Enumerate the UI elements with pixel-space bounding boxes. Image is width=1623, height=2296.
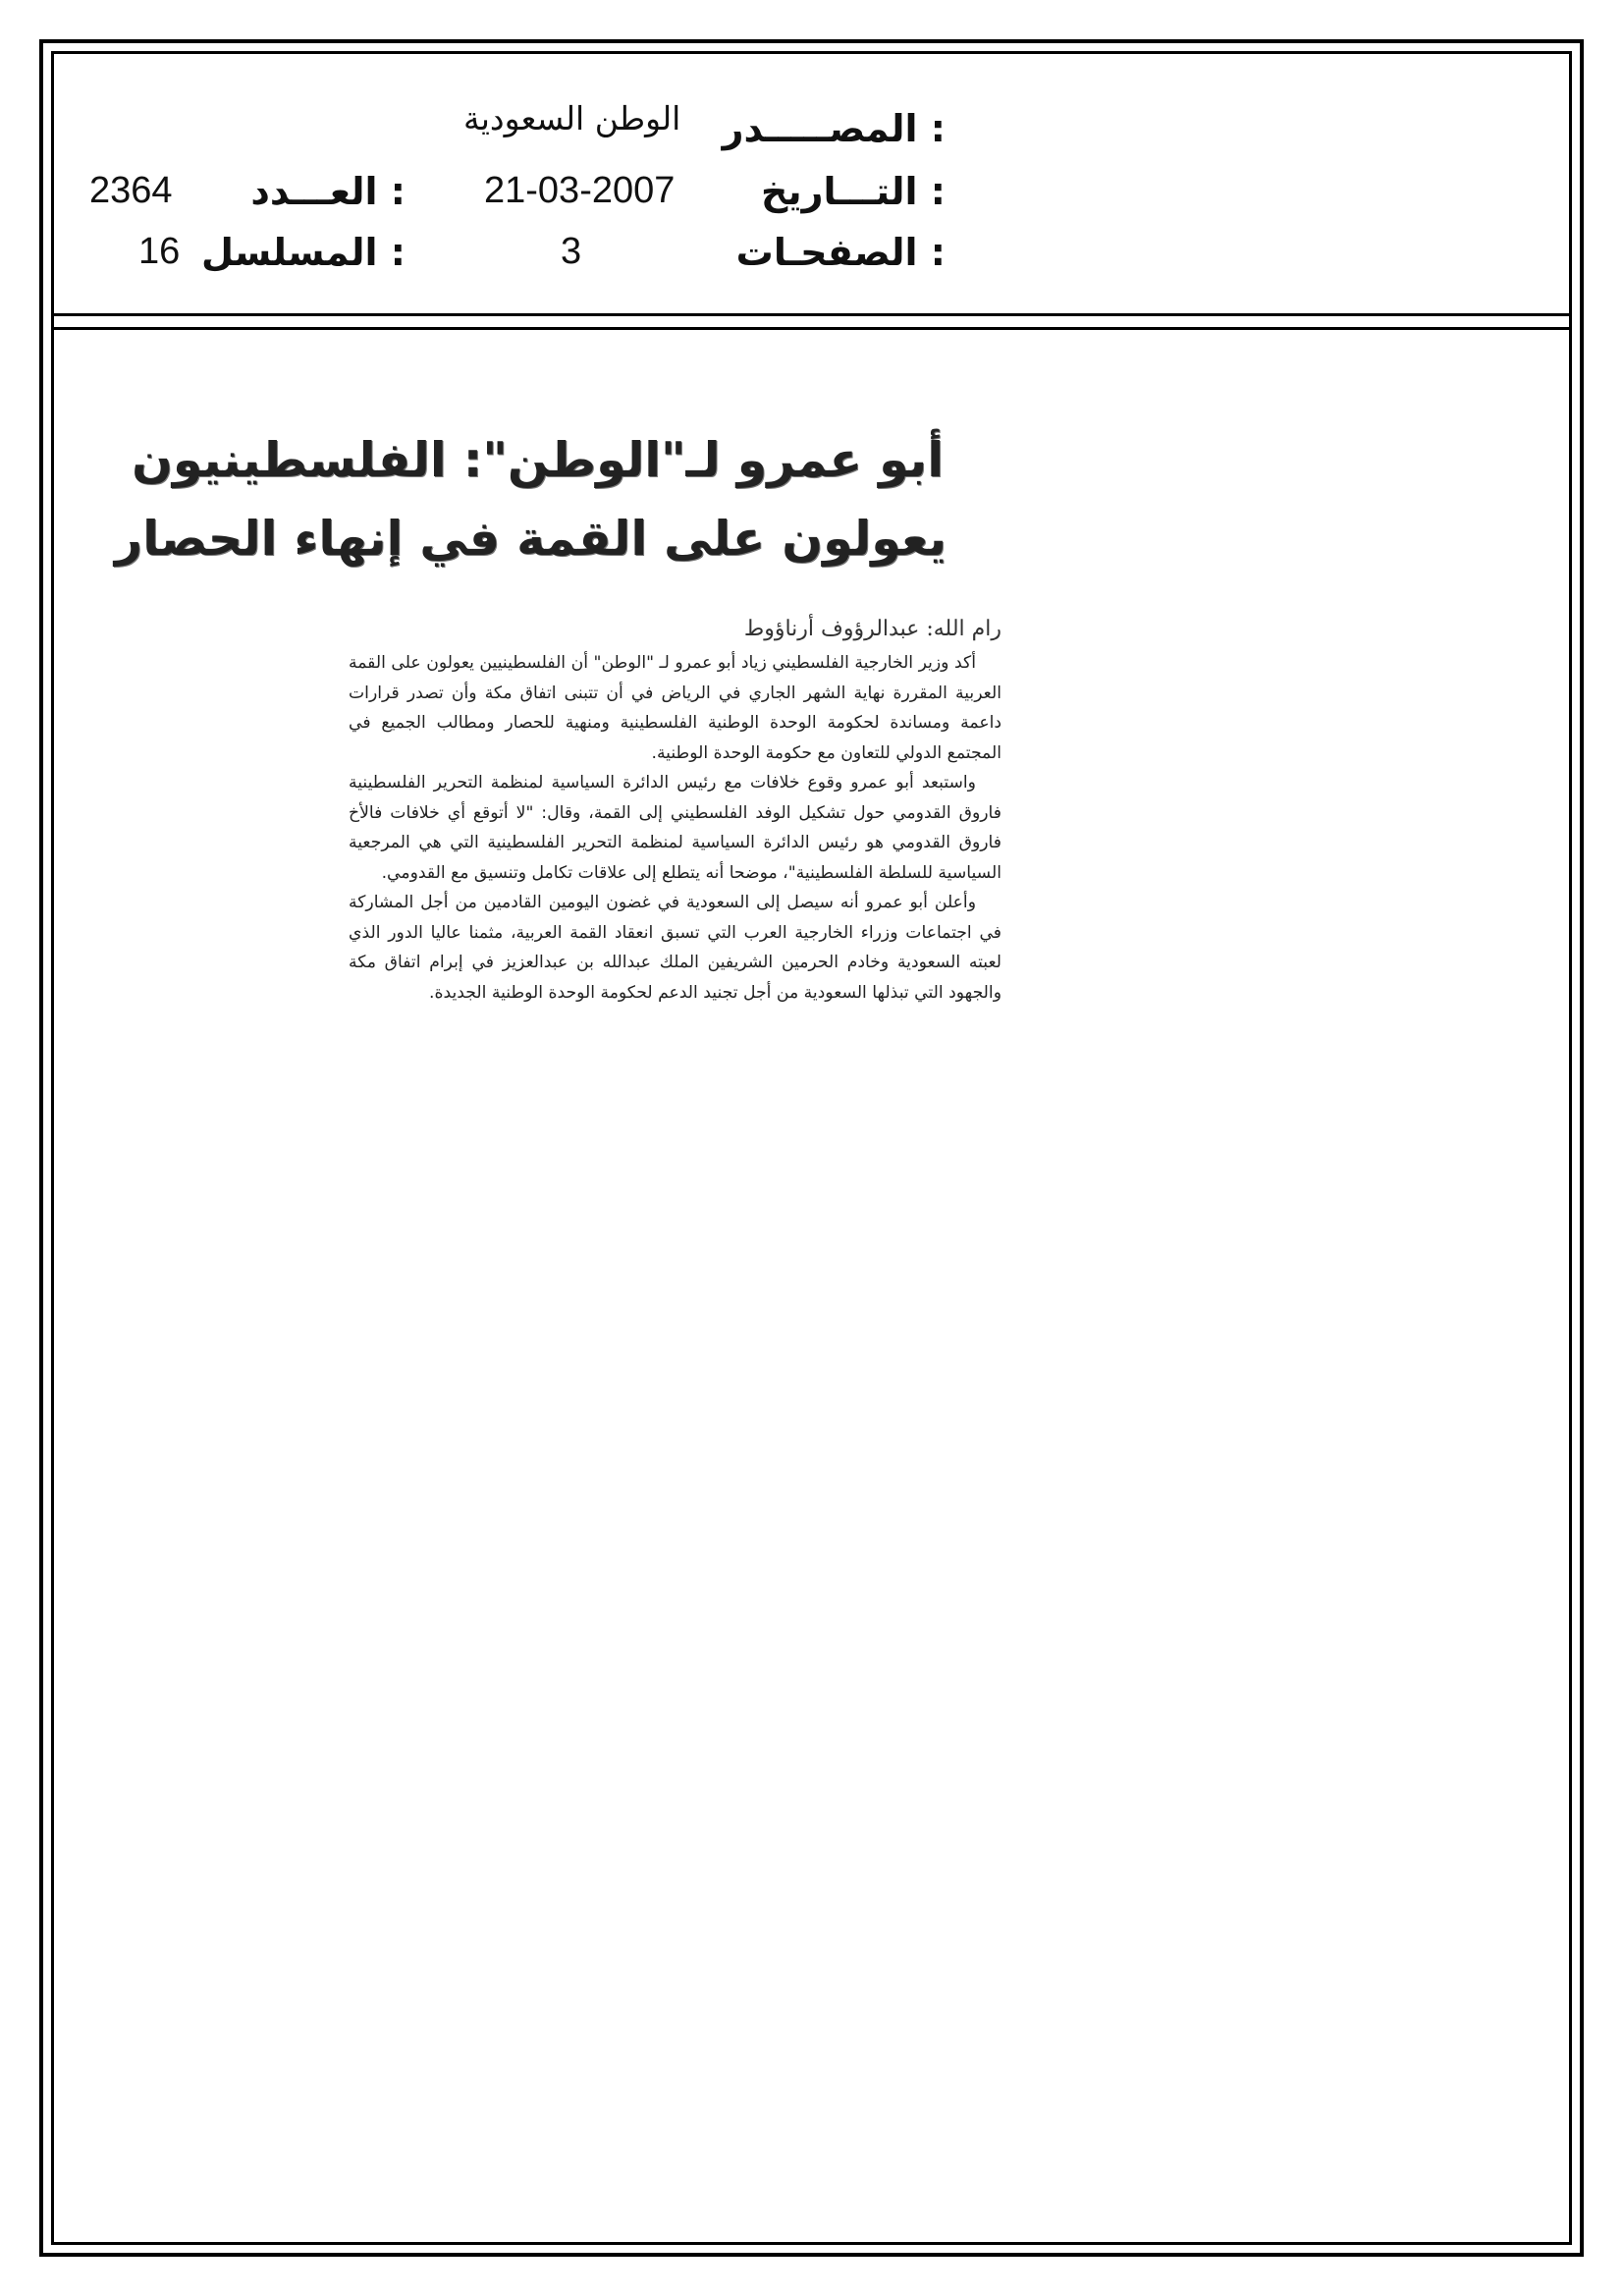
date-label: التـــاريخ : (760, 170, 946, 213)
serial-value: 16 (138, 231, 181, 272)
source-value: الوطن السعودية (463, 99, 681, 137)
date-value: 21-03-2007 (484, 170, 676, 211)
source-label: المصـــــدر : (722, 107, 946, 150)
serial-label: المسلسل : (201, 231, 406, 274)
pages-value: 3 (561, 231, 582, 272)
article-body (349, 648, 1001, 1008)
page-border-inner (51, 51, 1572, 2245)
headline-line-1: أبو عمرو لـ"الوطن": الفلسطينيون (132, 432, 944, 488)
article-paragraph: وأعلن أبو عمرو أنه سيصل إلى السعودية في غضون اليومين القادمين من أجل المشاركة في اجتماعات وزراء الخارجية العرب التي تسبق انعقاد القمة العربية، مثمنا عاليا الدور الذي لعبته السعودية وخادم الحرمين الشريفين الملك عبدالله بن عبدالعزيز في إبرام اتفاق مكة والجهود التي تبذلها السعودية من أجل تجنيد الدعم لحكومة الوحدة الوطنية الجديدة. (349, 893, 1001, 1003)
byline: رام الله: عبدالرؤوف أرناؤوط (743, 617, 1001, 641)
headline-line-2: يعولون على القمة في إنهاء الحصار (114, 511, 947, 567)
article-paragraph: واستبعد أبو عمرو وقوع خلافات مع رئيس الدائرة السياسية لمنظمة التحرير الفلسطينية فاروق القدومي حول تشكيل الوفد الفلسطيني إلى القمة، وقال: "لا أتوقع أي خلافات فالأخ فاروق القدومي هو رئيس الدائرة السياسية لمنظمة التحرير الفلسطينية التي هي المرجعية السياسية للسلطة الفلسطينية"، موضحا أنه يتطلع إلى علاقات تكامل وتنسيق مع القدومي. (349, 773, 1001, 883)
header-divider-bottom (51, 327, 1572, 330)
issue-label: العـــدد : (250, 170, 406, 213)
issue-value: 2364 (89, 170, 173, 211)
header-divider-top (51, 313, 1572, 316)
article-paragraph: أكد وزير الخارجية الفلسطيني زياد أبو عمرو لـ "الوطن" أن الفلسطينيين يعولون على القمة العربية المقررة نهاية الشهر الجاري في الرياض في أن تتبنى اتفاق مكة وأن تصدر قرارات داعمة ومساندة لحكومة الوحدة الوطنية الفلسطينية ومنهية للحصار ومطالب الجميع في المجتمع الدولي للتعاون مع حكومة الوحدة الوطنية. (349, 653, 1001, 763)
pages-label: الصفحـات : (735, 231, 946, 274)
